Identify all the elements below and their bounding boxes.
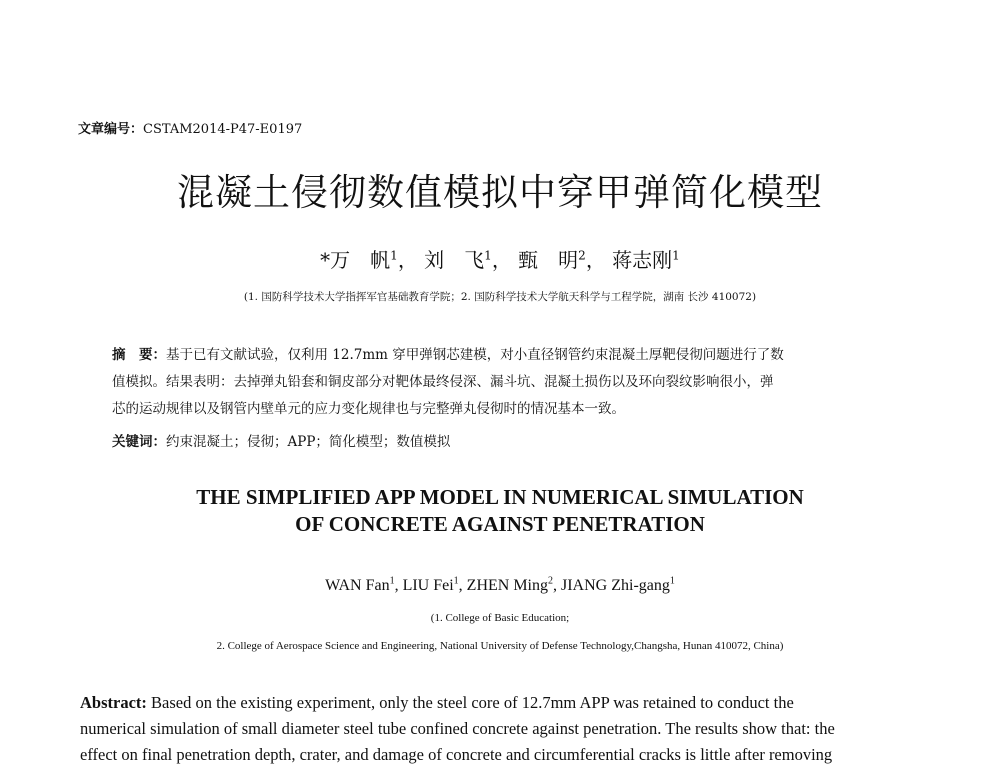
title-en-line-2: OF CONCRETE AGAINST PENETRATION	[295, 512, 705, 536]
abstract-cn-line-3: 芯的运动规律以及钢管内壁单元的应力变化规律也与完整弹丸侵彻时的情况基本一致。	[112, 401, 625, 417]
keywords-cn-label: 关键词：	[112, 434, 166, 450]
abstract-en-line-3: effect on final penetration depth, crater, and damage of concrete and circumferential cracks is little after removing	[80, 745, 833, 764]
author-en-3: ZHEN Ming$^2$,	[466, 576, 561, 595]
abstract-cn-line-2: 值模拟。结果表明：去掉弹丸铅套和铜皮部分对靶体最终侵深、漏斗坑、混凝土损伤以及环向裂纹影响很小，弹	[112, 374, 774, 390]
abstract-english	[80, 690, 898, 768]
author-en-1: WAN Fan$^1$,	[325, 576, 403, 595]
author-cn-1: *万 帆$^1$，	[320, 248, 418, 272]
author-en-2: LIU Fei$^1$,	[402, 576, 467, 595]
keywords-chinese	[112, 430, 450, 450]
affiliation-english-2: 2. College of Aerospace Science and Engineering, National University of Defense Technology,Changsha, Hunan 410072, China)	[216, 640, 784, 652]
abstract-chinese	[112, 342, 872, 423]
affiliation-chinese: (1. 国防科学技术大学指挥军官基础教育学院；2. 国防科学技术大学航天科学与工程学院，湖南 长沙 410072)	[243, 291, 757, 303]
title-chinese: 混凝土侵彻数值模拟中穿甲弹简化模型	[177, 171, 823, 214]
title-english	[0, 484, 1000, 538]
keywords-cn-value: 约束混凝土；侵彻；APP；简化模型；数值模拟	[166, 434, 451, 450]
authors-chinese	[0, 244, 1000, 273]
author-cn-4: 蒋志刚$^1$	[612, 248, 680, 272]
article-number-label: 文章编号：	[78, 122, 144, 137]
authors-english	[0, 576, 1000, 595]
title-en-line-1: THE SIMPLIFIED APP MODEL IN NUMERICAL SIMULATION	[196, 485, 804, 509]
abstract-cn-line-1: 摘 要：基于已有文献试验，仅利用 12.7mm 穿甲弹钢芯建模，对小直径钢管约束混凝土厚靶侵彻问题进行了数	[112, 347, 784, 363]
article-number	[78, 118, 302, 137]
author-en-4: JIANG Zhi-gang$^1$	[561, 576, 675, 595]
abstract-en-line-2: numerical simulation of small diameter steel tube confined concrete against penetration. The results show that: the	[80, 719, 835, 738]
article-number-value: CSTAM2014-P47-E0197	[143, 122, 303, 137]
abstract-en-line-1: Abstract: Based on the existing experiment, only the steel core of 12.7mm APP was retained to conduct the	[80, 693, 794, 712]
affiliation-english-1: (1. College of Basic Education;	[430, 612, 570, 624]
abstract-en-label: Abstract:	[80, 693, 147, 712]
author-cn-3: 甄 明$^2$，	[518, 248, 606, 272]
abstract-cn-label: 摘 要：	[112, 347, 166, 363]
author-cn-2: 刘 飞$^1$，	[424, 248, 512, 272]
